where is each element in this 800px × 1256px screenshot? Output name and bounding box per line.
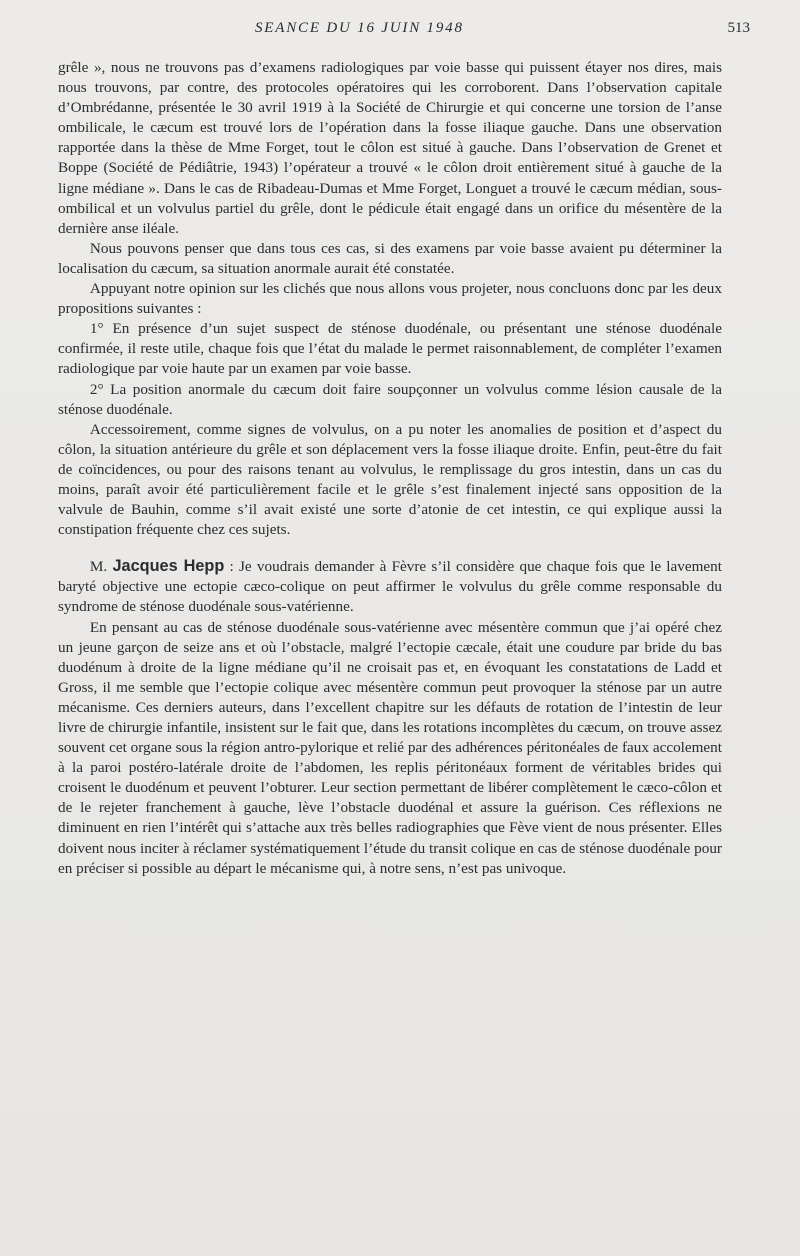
speaker-text: Je voudrais demander à Fèvre s’il considère que chaque fois que le lavement baryté objective une ectopie cæco-colique on peut affirmer le volvulus du grêle comme responsable du syndrome de sténose duodénale sous-vatérienne. [58, 558, 722, 616]
speaker-name: Jacques Hepp [112, 557, 225, 576]
page-content [58, 58, 722, 879]
speaker-prefix: M. [89, 558, 113, 576]
paragraph-5: 2° La position anormale du cæcum doit faire soupçonner un volvulus comme lésion causale de la sténose duodénale. [58, 380, 722, 418]
paragraph-4: 1° En présence d’un sujet suspect de sténose duodénale, ou présentant une sténose duodénale confirmée, il reste utile, chaque fois que l’état du malade le permet raisonnablement, de compléter l’examen radiologique par voie haute par un examen par voie basse. [58, 320, 722, 378]
article-section-1 [58, 58, 722, 540]
paragraph-1: grêle », nous ne trouvons pas d’examens radiologiques par voie basse qui puissent étayer nos dires, mais nous trouvons, par contre, des protocoles opératoires qui les corroborent. Dans l’observation capitale d’Ombrédanne, présentée le 30 avril 1919 à la Société de Chirurgie et qui concerne une torsion de l’anse ombilicale, le cæcum est trouvé lors de l’opération dans la fosse iliaque gauche. Dans une observation rapportée dans la thèse de Mme Forget, tout le côlon est situé à gauche. Dans l’observation de Grenet et Boppe (Société de Pédiâtrie, 1943) l’opérateur a trouvé « le côlon droit entièrement situé à gauche de la ligne médiane ». Dans le cas de Ribadeau-Dumas et Mme Forget, Longuet a trouvé le cæcum médian, sous-ombilical et un volvulus partiel du grêle, dont le pédicule était engagé dans un orifice du mésentère de la dernière anse iléale. [58, 59, 722, 237]
page-header [0, 20, 800, 44]
header-title: SEANCE DU 16 JUIN 1948 [255, 20, 464, 36]
paragraph-3: Appuyant notre opinion sur les clichés que nous allons vous projeter, nous concluons donc par les deux propositions suivantes : [58, 280, 722, 318]
page-number: 513 [727, 20, 750, 36]
article-section-2 [58, 556, 722, 879]
discussion-paragraph: En pensant au cas de sténose duodénale sous-vatérienne avec mésentère commun que j’ai opéré chez un jeune garçon de seize ans et où l’obstacle, malgré l’ectopie cæcale, était une coudure par bride du bas duodénum à droite de la ligne médiane qu’il ne croisait pas et, en évoquant les constatations de Ladd et Gross, il me semble que l’ectopie colique avec mésentère commun peut provoquer la sténose par un autre mécanisme. Ces derniers auteurs, dans l’excellent chapitre sur les défauts de rotation de l’intestin de leur livre de chirurgie infantile, insistent sur le fait que, dans les rotations incomplètes du cæcum, on trouve assez souvent cet organe sous la région antro-pylorique et relié par des adhérences péritonéales de faux accolement à la paroi postéro-latérale droite de l’abdomen, les replis péritonéaux forment de véritables brides qui croisent le duodénum et peuvent l’obturer. Leur section permettant de libérer complètement le cæco-côlon et de le rejeter franchement à gauche, lève l’obstacle duodénal et assure la guérison. Ces réflexions ne diminuent en rien l’intérêt qui s’attache aux très belles radiographies que Fève vient de nous présenter. Elles doivent nous inciter à réclamer systématiquement l’étude du transit colique en cas de sténose duodénale pour en préciser si possible au départ le mécanisme qui, à notre sens, n’est pas univoque. [58, 618, 722, 877]
paragraph-2: Nous pouvons penser que dans tous ces cas, si des examens par voie basse avaient pu déterminer la localisation du cæcum, sa situation anormale aurait été constatée. [58, 239, 722, 277]
speaker-paragraph [58, 556, 722, 617]
speaker-colon: : [224, 558, 240, 576]
paragraph-6: Accessoirement, comme signes de volvulus, on a pu noter les anomalies de position et d’aspect du côlon, la situation antérieure du grêle et son déplacement vers la fosse iliaque droite. Enfin, peut-être du fait de coïncidences, ou pour des raisons tenant au volvulus, le remplissage du gros intestin, dans un cas du moins, paraît avoir été particulièrement facile et le grêle s’est finalement injecté sans opposition de la valvule de Bauhin, comme s’il avait existé une sorte d’atonie de cet intestin, ce qui explique aussi la constipation fréquente chez ces sujets. [58, 420, 722, 539]
